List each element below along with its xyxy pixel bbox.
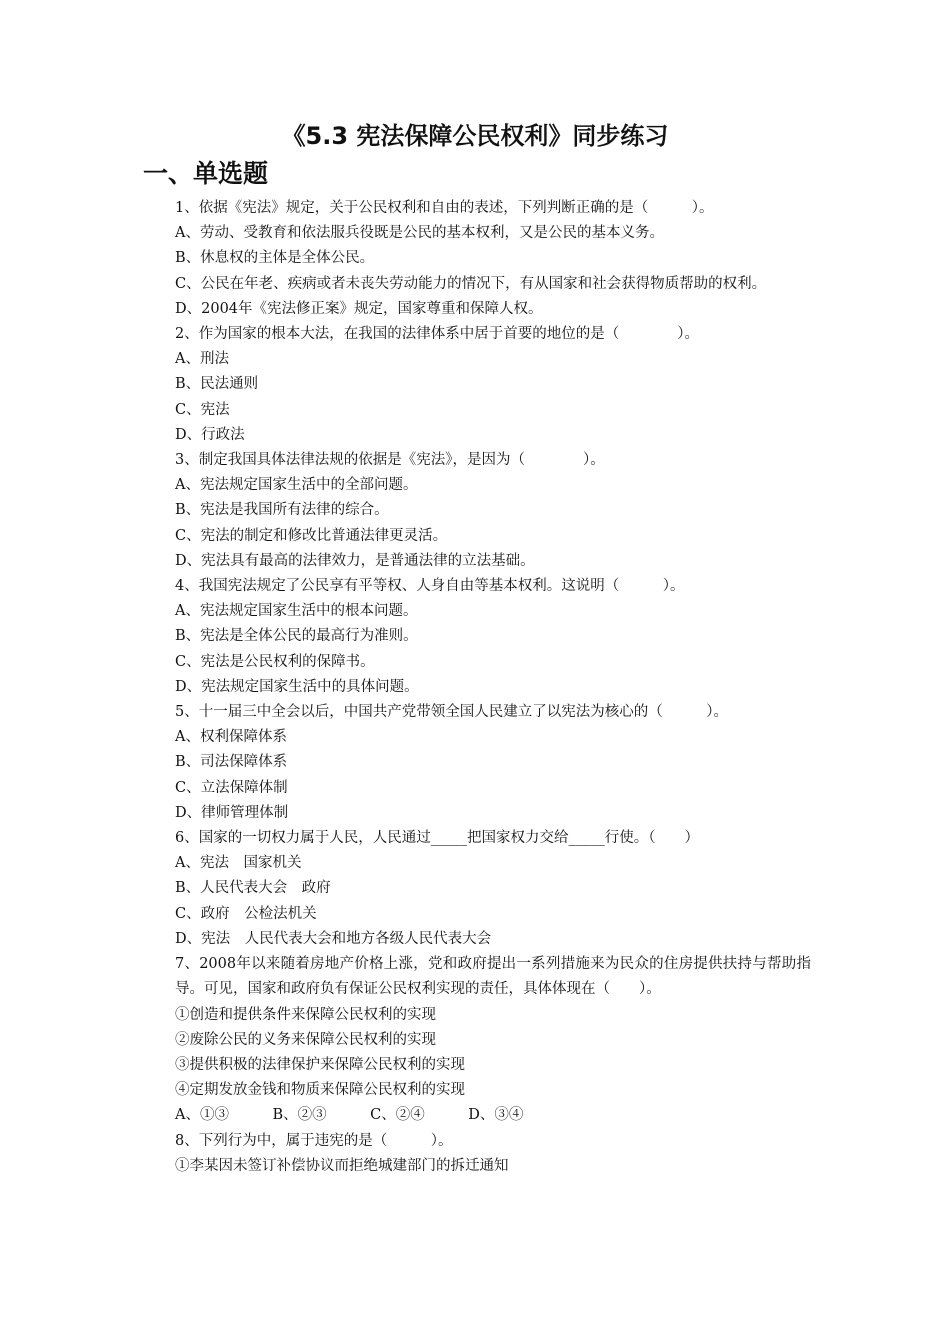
- question-7-options: A、①③ B、②③ C、②④ D、③④: [175, 1107, 524, 1124]
- question-1-stem: 1、依据《宪法》规定，关于公民权利和自由的表述，下列判断正确的是（ ）。: [175, 200, 714, 216]
- question-7-statement-3: ③提供积极的法律保护来保障公民权利的实现: [175, 1056, 465, 1073]
- question-5-option-b: B、司法保障体系: [175, 754, 288, 771]
- question-3-stem: 3、制定我国具体法律法规的依据是《宪法》，是因为（ ）。: [175, 452, 605, 469]
- question-2-option-c: C、宪法: [175, 401, 230, 418]
- question-4-option-b: B、宪法是全体公民的最高行为准则。: [175, 628, 418, 645]
- question-4-option-a: A、宪法规定国家生活中的根本问题。: [175, 603, 418, 620]
- section-heading: 一、单选题: [143, 159, 269, 188]
- question-5-option-d: D、律师管理体制: [175, 804, 289, 821]
- question-4-option-d: D、宪法规定国家生活中的具体问题。: [175, 678, 419, 695]
- question-1-option-a: A、劳动、受教育和依法服兵役既是公民的基本权利，又是公民的基本义务。: [175, 225, 664, 242]
- question-3-option-a: A、宪法规定国家生活中的全部问题。: [175, 477, 418, 494]
- question-5-stem: 5、十一届三中全会以后，中国共产党带领全国人民建立了以宪法为核心的（ ）。: [175, 704, 728, 721]
- question-2-option-a: A、刑法: [175, 351, 229, 368]
- question-1-option-d: D、2004年《宪法修正案》规定，国家尊重和保障人权。: [175, 300, 543, 317]
- question-6-option-d: D、宪法 人民代表大会和地方各级人民代表大会: [175, 930, 492, 947]
- question-3-option-c: C、宪法的制定和修改比普通法律更灵活。: [175, 527, 448, 544]
- question-2-stem: 2、作为国家的根本大法，在我国的法律体系中居于首要的地位的是（ ）。: [175, 326, 699, 343]
- question-5-option-c: C、立法保障体制: [175, 779, 288, 796]
- question-7-statement-2: ②废除公民的义务来保障公民权利的实现: [175, 1031, 436, 1048]
- question-7-stem: 7、2008年以来随着房地产价格上涨，党和政府提出一系列措施来为民众的住房提供扶持与帮助指导。可见，国家和政府负有保证公民权利实现的责任，具体体现在（ ）。: [175, 956, 811, 998]
- question-8-statement-1: ①李某因未签订补偿协议而拒绝城建部门的拆迁通知: [175, 1157, 509, 1174]
- question-8-stem: 8、下列行为中，属于违宪的是（ ）。: [175, 1132, 453, 1149]
- question-6-option-b: B、人民代表大会 政府: [175, 880, 331, 897]
- page-title: 《5.3 宪法保障公民权利》同步练习: [281, 122, 669, 150]
- question-body: [143, 196, 811, 1179]
- question-2-option-d: D、行政法: [175, 426, 245, 443]
- question-1-option-b: B、休息权的主体是全体公民。: [175, 250, 375, 267]
- question-4-stem: 4、我国宪法规定了公民享有平等权、人身自由等基本权利。这说明（ ）。: [175, 578, 685, 595]
- question-1-option-c: C、公民在年老、疾病或者未丧失劳动能力的情况下，有从国家和社会获得物质帮助的权利。: [175, 275, 767, 292]
- question-6-option-a: A、宪法 国家机关: [175, 855, 302, 872]
- question-7-statement-4: ④定期发放金钱和物质来保障公民权利的实现: [175, 1082, 465, 1099]
- question-3-option-b: B、宪法是我国所有法律的综合。: [175, 502, 389, 519]
- question-7-statement-1: ①创造和提供条件来保障公民权利的实现: [175, 1006, 436, 1023]
- question-6-option-c: C、政府 公检法机关: [175, 905, 317, 922]
- question-5-option-a: A、权利保障体系: [175, 729, 287, 746]
- question-3-option-d: D、宪法具有最高的法律效力，是普通法律的立法基础。: [175, 552, 535, 569]
- question-6-stem: 6、国家的一切权力属于人民，人民通过_____把国家权力交给_____行使。（ ）: [175, 830, 699, 847]
- question-4-option-c: C、宪法是公民权利的保障书。: [175, 653, 375, 670]
- question-2-option-b: B、民法通则: [175, 376, 259, 393]
